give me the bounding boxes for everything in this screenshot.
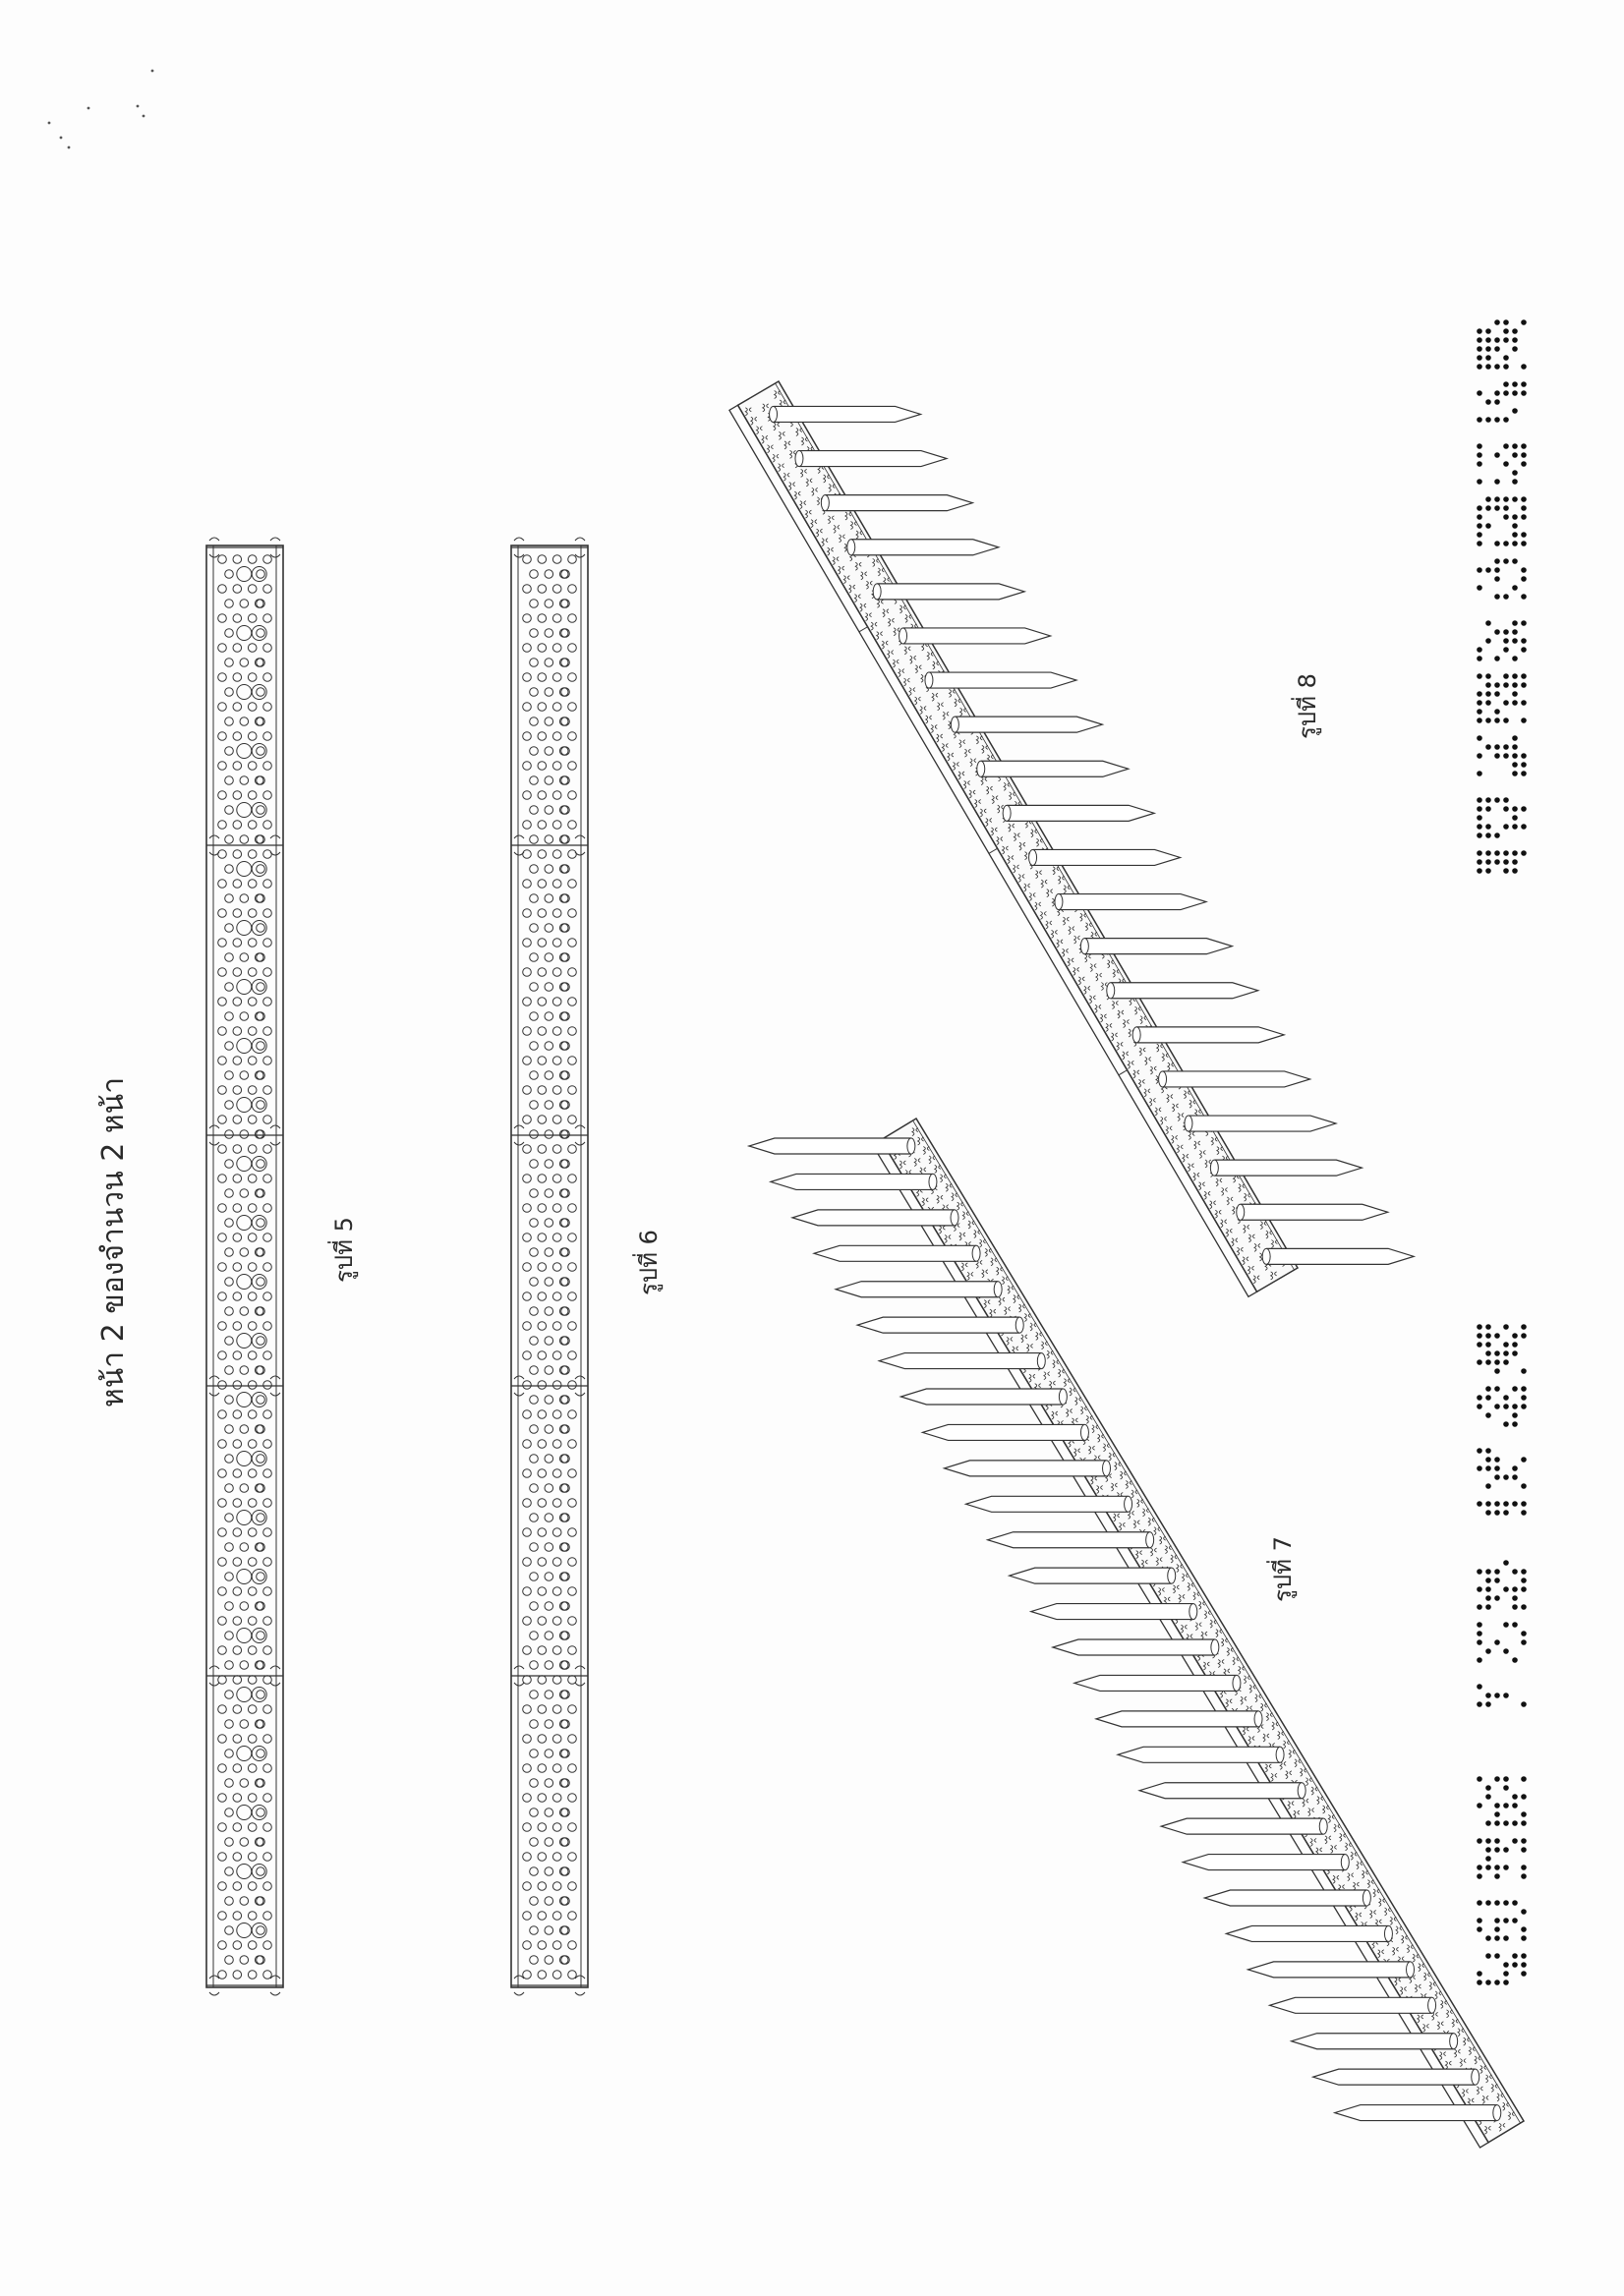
dot-matrix-stamp-number	[1477, 319, 1527, 874]
figure-5-label: รูปที่ 5	[330, 1217, 358, 1283]
figure-7-label: รูปที่ 7	[1269, 1536, 1297, 1602]
figure-8-spike-strip	[729, 381, 1414, 1296]
dot-matrix-stamp-code	[1477, 1324, 1527, 1985]
figure-6-label: รูปที่ 6	[635, 1230, 663, 1295]
page-count-header: หน้า 2 ของจำนวน 2 หน้า	[96, 1076, 131, 1407]
figure-6-perforated-strip	[511, 538, 588, 1995]
scan-specks	[48, 70, 154, 149]
figure-8-label: รูปที่ 8	[1294, 673, 1321, 739]
figure-7-spike-strip	[749, 1119, 1524, 2148]
figure-5-perforated-strip	[206, 538, 283, 1995]
